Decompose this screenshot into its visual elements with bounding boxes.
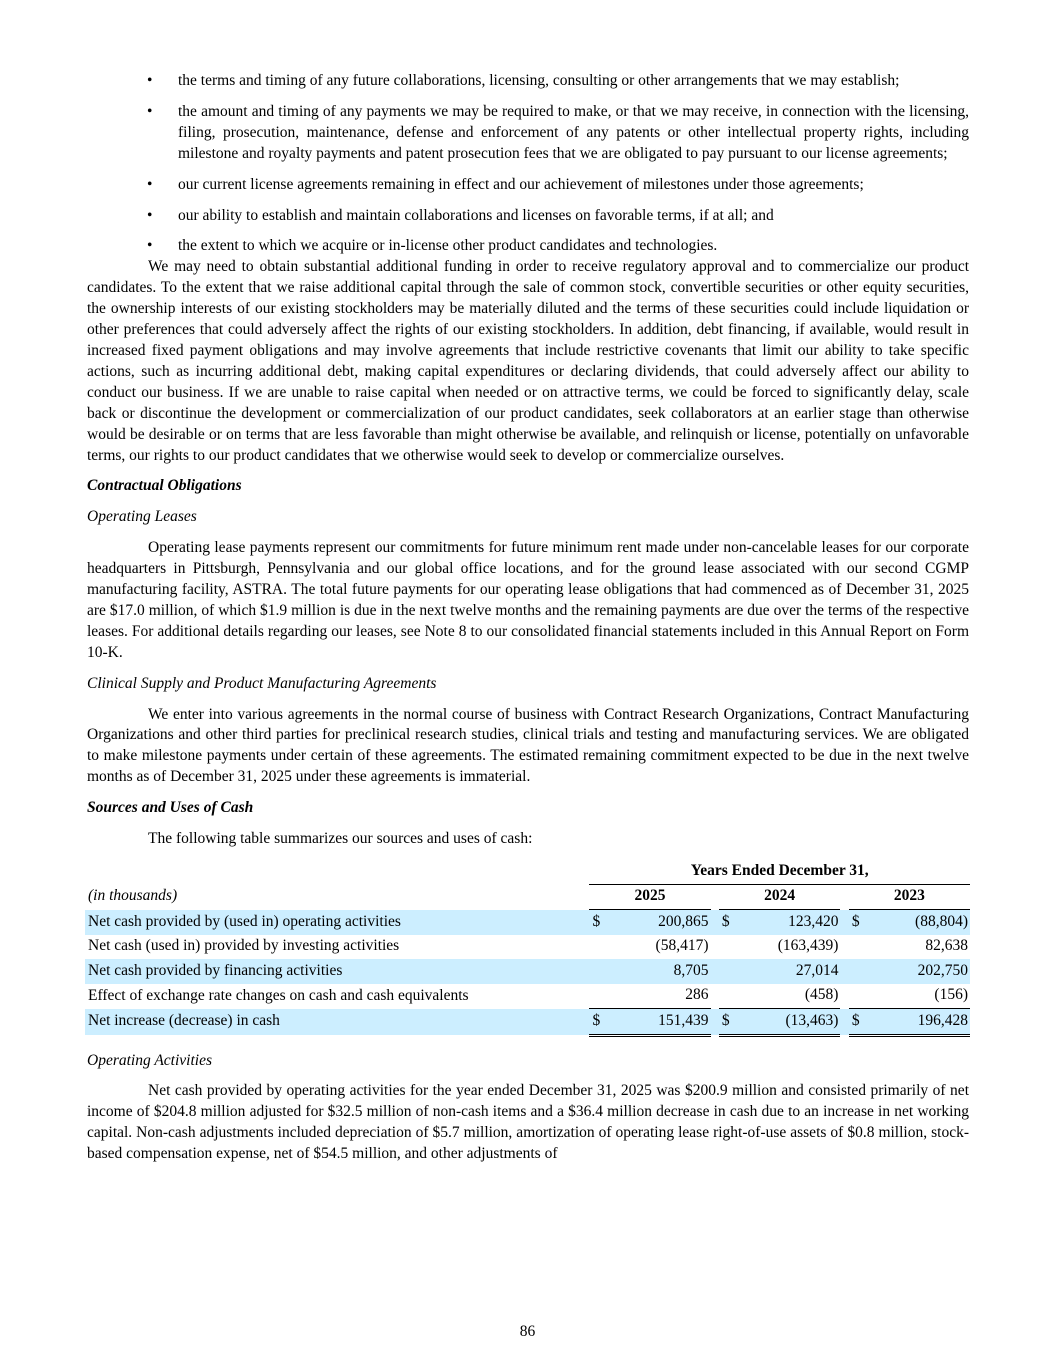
currency-symbol: $ (589, 910, 606, 935)
clinical-supply-paragraph: We enter into various agreements in the normal course of business with Contract Research Organizations, Contract Manufacturing Organizations and other third parties for preclinical research studies, clinical trials and testing and manufacturing services. We are obligated to make milestone payments under certain of these agreements. The estimated remaining commitment expected to be due in the next twelve months as of December 31, 2025 under these agreements is immaterial. (87, 705, 969, 786)
table-total-row (85, 1009, 970, 1036)
bullet-icon: • (147, 206, 153, 224)
table-row (85, 959, 970, 984)
operating-activities-heading: Operating Activities (87, 1051, 212, 1069)
cell-value: 151,439 (606, 1009, 710, 1036)
cell-value: 8,705 (606, 959, 710, 984)
year-header: 2025 (589, 884, 710, 910)
bullet-item: • our current license agreements remaining in effect and our achievement of milestones under those agreements; (87, 175, 969, 196)
bullet-icon: • (147, 102, 153, 120)
table-row (85, 910, 970, 935)
cell-value: (13,463) (735, 1009, 840, 1036)
bullet-icon: • (147, 72, 153, 89)
cell-value: 200,865 (606, 910, 710, 935)
row-label: Effect of exchange rate changes on cash and cash equivalents (88, 986, 469, 1004)
cell-value: (156) (934, 986, 968, 1004)
cell-value: (88,804) (865, 910, 970, 935)
cash-flow-table (85, 859, 970, 1037)
table-year-row (85, 884, 970, 910)
bullet-icon: • (147, 237, 153, 255)
table-row (85, 935, 970, 960)
year-header: 2023 (849, 884, 970, 910)
bullet-item: • the terms and timing of any future collaborations, licensing, consulting or other arrangements that we may establish; (87, 71, 969, 92)
cell-value: (58,417) (655, 937, 709, 955)
currency-symbol: $ (719, 1009, 736, 1036)
table-header-row (85, 859, 970, 884)
row-label: Net cash provided by (used in) operating activities (85, 910, 589, 935)
bullet-item: • the extent to which we acquire or in-license other product candidates and technologies. (87, 236, 969, 257)
years-ended-header: Years Ended December 31, (589, 859, 970, 884)
year-header: 2024 (719, 884, 841, 910)
currency-symbol: $ (849, 910, 866, 935)
cell-value: 286 (685, 986, 709, 1004)
contractual-obligations-heading: Contractual Obligations (87, 477, 242, 495)
cell-value: 202,750 (865, 959, 970, 984)
bullet-icon: • (147, 175, 153, 193)
row-label: Net cash (used in) provided by investing activities (88, 937, 400, 955)
operating-activities-paragraph: Net cash provided by operating activities for the year ended December 31, 2025 was $200.9 million and consisted primarily of net income of $204.8 million adjusted for $32.5 million of non-cash items and a $36.4 million decrease in cash due to an increase in net working capital. Non-cash adjustments included depreciation of $5.7 million, amortization of operating lease right-of-use assets of $0.8 million, stock-based compensation expense, net of $54.5 million, and other adjustments of (87, 1082, 969, 1163)
currency-symbol: $ (849, 1009, 866, 1036)
currency-symbol: $ (589, 1009, 606, 1036)
operating-leases-paragraph: Operating lease payments represent our commitments for future minimum rent made under non-cancelable leases for our corporate headquarters in Pittsburgh, Pennsylvania and our global office locations, and for the ground lease associated with our second CGMP manufacturing facility, ASTRA. The total future payments for our operating lease obligations that had commenced as of December 31, 2025 are $17.0 million, of which $1.9 million is due in the next twelve months and the remaining payments are due over the terms of the respective leases. For additional details regarding our leases, see Note 8 to our consolidated financial statements included in this Annual Report on Form 10-K. (87, 539, 969, 661)
sources-uses-intro: The following table summarizes our sources and uses of cash: (148, 830, 533, 848)
sources-uses-heading: Sources and Uses of Cash (87, 799, 254, 817)
operating-leases-heading: Operating Leases (87, 508, 197, 526)
clinical-supply-heading: Clinical Supply and Product Manufacturing Agreements (87, 674, 437, 692)
cell-value: 123,420 (735, 910, 840, 935)
bullet-list (87, 71, 969, 257)
currency-symbol: $ (719, 910, 736, 935)
bullet-item: • the amount and timing of any payments we may be required to make, or that we may receive, in connection with the licensing, filing, prosecution, maintenance, defense and enforcement of any patents or other intellectual property rights, including milestone and royalty payments and patent prosecution fees that we are obligated to pay pursuant to our license agreements; (147, 102, 969, 162)
cell-value: 82,638 (925, 937, 968, 955)
cell-value: 196,428 (865, 1009, 970, 1036)
bullet-item: • our ability to establish and maintain collaborations and licenses on favorable terms, if at all; and (87, 206, 969, 227)
units-label: (in thousands) (88, 887, 178, 905)
document-page (87, 71, 969, 1165)
cell-value: 27,014 (735, 959, 840, 984)
table-row (85, 984, 970, 1009)
row-label: Net cash provided by financing activities (85, 959, 589, 984)
row-label: Net increase (decrease) in cash (85, 1009, 589, 1036)
page-number: 86 (519, 1323, 536, 1340)
cell-value: (163,439) (777, 937, 839, 955)
funding-paragraph: We may need to obtain substantial additional funding in order to receive regulatory approval and to commercialize our product candidates. To the extent that we raise additional capital through the sale of common stock, convertible securities or other equity securities, the ownership interests of our existing stockholders may be materially diluted and the terms of these securities could include liquidation or other preferences that could adversely affect the rights of our existing stockholders. In addition, debt financing, if available, would result in increased fixed payment obligations and may involve agreements that include restrictive covenants that limit our ability to take specific actions, such as incurring additional debt, making capital expenditures or declaring dividends, that could adversely affect our ability to conduct our business. If we are unable to raise capital when needed or on attractive terms, we could be forced to significantly delay, scale back or discontinue the development or commercialization of our product candidates, seek collaborators at an earlier stage than otherwise would be desirable or on terms that are less favorable than might otherwise be available, and relinquish or license, potentially on unfavorable terms, our rights to our product candidates that we otherwise would seek to develop or commercialize ourselves. (87, 258, 969, 464)
cell-value: (458) (804, 986, 839, 1004)
